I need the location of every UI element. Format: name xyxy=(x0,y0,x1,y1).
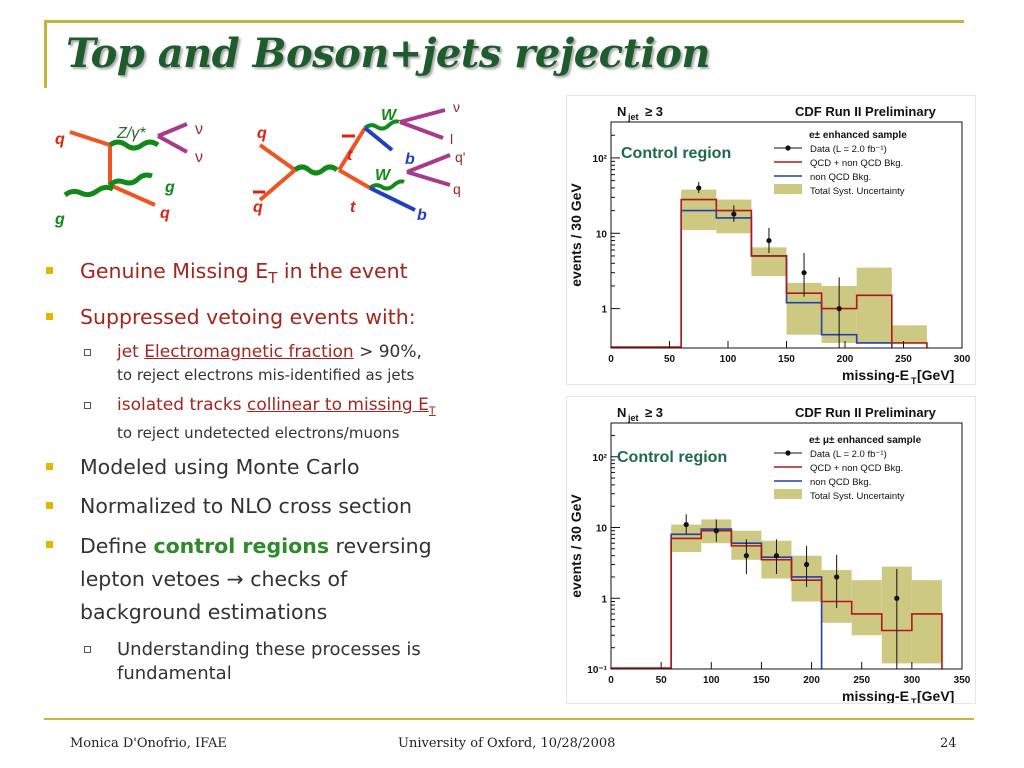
data-point xyxy=(731,211,736,216)
page-number: 24 xyxy=(940,736,957,751)
bullet-text: reversing xyxy=(329,534,432,559)
bullet-missing-et xyxy=(40,256,560,293)
bullet-marker xyxy=(46,541,53,548)
sub-bullet-marker xyxy=(84,402,91,409)
label-g1: g xyxy=(165,179,175,196)
feynman-diagram-top xyxy=(245,100,485,225)
control-region-label: Control region xyxy=(617,449,728,466)
data-point xyxy=(766,238,771,243)
x-axis-label-sub: T xyxy=(911,697,917,703)
data-point xyxy=(774,553,779,558)
label-b2: b xyxy=(417,207,427,224)
bullet-marker xyxy=(46,502,53,509)
label-qprime: q' xyxy=(455,149,466,165)
label-t: t xyxy=(350,199,356,216)
x-tick-label: 250 xyxy=(895,354,912,365)
legend-entry: Total Syst. Uncertainty xyxy=(810,186,905,197)
footer-divider xyxy=(44,718,974,720)
control-regions-text: control regions xyxy=(153,534,330,559)
x-tick-label: 0 xyxy=(608,675,614,686)
plot-svg xyxy=(567,397,975,703)
em-fraction-link[interactable]: Electromagnetic fraction xyxy=(144,342,354,363)
legend-data-point xyxy=(785,450,790,455)
x-axis-label-sub: T xyxy=(911,376,917,384)
x-tick-label: 300 xyxy=(953,354,971,365)
legend-title: e± μ± enhanced sample xyxy=(809,435,922,446)
bullet-text: Define xyxy=(80,534,154,559)
et-link[interactable]: E xyxy=(412,395,429,416)
bullet-marker xyxy=(46,267,53,274)
label-nu1: ν xyxy=(195,121,203,138)
plot-header-sub: jet xyxy=(628,413,639,423)
sub-bullet-text: to reject electrons mis-identified as jets xyxy=(117,366,415,385)
label-boson: Z/γ* xyxy=(117,125,146,142)
plot-header-sub: jet xyxy=(628,112,639,122)
data-point xyxy=(744,553,749,558)
label-nu2: ν xyxy=(195,149,203,166)
x-axis-label: missing-E xyxy=(842,688,909,703)
plot-electron-sample xyxy=(566,95,976,385)
bullet-text: Modeled using Monte Carlo xyxy=(80,455,360,480)
sub-bullet-isolated-tracks xyxy=(40,394,560,445)
legend-band-swatch xyxy=(774,489,802,499)
plot-title: CDF Run II Preliminary xyxy=(795,104,936,119)
legend-band-swatch xyxy=(774,184,802,194)
data-point xyxy=(804,562,809,567)
bullet-text: Genuine Missing E xyxy=(80,259,269,283)
legend-entry: non QCD Bkg. xyxy=(810,477,872,488)
x-axis-label: missing-E xyxy=(842,367,909,383)
y-tick-label: 10 xyxy=(595,523,607,535)
bullet-text: Suppressed vetoing events with: xyxy=(80,305,416,330)
y-axis-label: events / 30 GeV xyxy=(568,183,584,287)
subscript: T xyxy=(428,404,436,418)
x-tick-label: 300 xyxy=(903,675,921,686)
bullet-list xyxy=(40,256,560,693)
data-point xyxy=(696,185,701,190)
x-tick-label: 150 xyxy=(778,354,795,365)
plot-header-njet: ≥ 3 xyxy=(645,104,663,119)
label-qbar: q xyxy=(253,199,263,216)
subscript: T xyxy=(268,269,278,288)
legend-entry: Total Syst. Uncertainty xyxy=(810,491,905,502)
bullet-text: in the event xyxy=(277,259,408,283)
legend-entry: Data (L = 2.0 fb⁻¹) xyxy=(810,144,887,155)
sub-bullet-text: Understanding these processes is xyxy=(117,639,421,661)
data-point xyxy=(834,574,839,579)
bullet-control-regions xyxy=(40,530,560,629)
sub-bullet-marker xyxy=(84,646,91,653)
y-tick-label: 1 xyxy=(601,594,607,606)
sub-bullet-text: to reject undetected electrons/muons xyxy=(117,424,400,443)
plot-header-njet: ≥ 3 xyxy=(645,405,663,420)
legend-data-point xyxy=(785,145,790,150)
x-tick-label: 250 xyxy=(853,675,871,686)
bullet-suppressed xyxy=(40,302,560,332)
syst-band xyxy=(857,268,892,343)
plot-title: CDF Run II Preliminary xyxy=(795,405,936,420)
y-tick-label: 10² xyxy=(592,452,607,464)
sub-bullet-marker xyxy=(84,349,91,356)
collinear-link[interactable]: collinear to xyxy=(246,395,348,416)
x-axis-label-unit: [GeV] xyxy=(917,688,955,703)
footer-venue: University of Oxford, 10/28/2008 xyxy=(398,736,616,751)
x-tick-label: 100 xyxy=(702,675,720,686)
plot-header-n: N xyxy=(617,405,627,420)
syst-band xyxy=(852,580,882,635)
x-tick-label: 150 xyxy=(753,675,770,686)
x-tick-label: 200 xyxy=(803,675,820,686)
sub-bullet-text: jet xyxy=(117,342,145,363)
syst-band xyxy=(892,325,927,343)
bullet-marker xyxy=(46,313,53,320)
data-point xyxy=(684,522,689,527)
bullet-nlo xyxy=(40,491,560,521)
top-border xyxy=(44,20,964,23)
label-w1: W xyxy=(381,107,397,124)
x-axis-label-unit: [GeV] xyxy=(917,367,955,383)
bullet-marker xyxy=(46,463,53,470)
missing-link[interactable]: missing xyxy=(347,395,413,416)
syst-band xyxy=(912,580,942,663)
data-point xyxy=(714,528,719,533)
data-point xyxy=(894,596,899,601)
y-tick-label: 10⁻¹ xyxy=(587,665,607,676)
x-tick-label: 100 xyxy=(719,354,737,365)
legend-entry: QCD + non QCD Bkg. xyxy=(810,463,904,474)
y-tick-label: 10² xyxy=(592,153,607,165)
label-q2: q xyxy=(160,205,170,222)
sub-bullet-em-fraction xyxy=(40,341,560,387)
plot-svg xyxy=(567,96,975,384)
label-nu: ν xyxy=(453,100,460,115)
data-point xyxy=(801,270,806,275)
label-l: l xyxy=(450,131,454,147)
sub-bullet-text: isolated tracks xyxy=(117,395,247,416)
x-tick-label: 350 xyxy=(953,675,971,686)
sub-bullet-text: > 90%, xyxy=(353,342,422,363)
label-q3: q xyxy=(453,181,461,197)
sub-bullet-understanding xyxy=(40,638,560,686)
plot-header-n: N xyxy=(617,104,627,119)
slide-title: Top and Boson+jets rejection xyxy=(66,30,711,77)
y-tick-label: 1 xyxy=(601,304,607,316)
bullet-monte-carlo xyxy=(40,452,560,482)
sub-bullet-text: fundamental xyxy=(117,663,232,685)
label-g2: g xyxy=(55,211,65,228)
left-border xyxy=(44,20,47,88)
legend-entry: QCD + non QCD Bkg. xyxy=(810,158,904,169)
label-b1: b xyxy=(405,151,415,168)
y-axis-label: events / 30 GeV xyxy=(568,494,584,598)
plot-electron-muon-sample xyxy=(566,396,976,704)
legend-entry: Data (L = 2.0 fb⁻¹) xyxy=(810,449,887,460)
legend-title: e± enhanced sample xyxy=(809,130,907,141)
label-q-top: q xyxy=(257,125,267,142)
bullet-text: lepton vetoes → checks of xyxy=(80,567,348,592)
bullet-text: Normalized to NLO cross section xyxy=(80,494,413,519)
x-tick-label: 50 xyxy=(655,675,667,686)
label-tbar: t xyxy=(347,147,353,164)
feynman-diagram-boson xyxy=(45,110,225,230)
control-region-label: Control region xyxy=(621,145,732,162)
x-tick-label: 200 xyxy=(836,354,854,365)
legend-entry: non QCD Bkg. xyxy=(810,172,872,183)
footer-author: Monica D'Onofrio, IFAE xyxy=(70,736,227,751)
bullet-text: background estimations xyxy=(80,600,328,625)
x-tick-label: 0 xyxy=(608,354,614,365)
label-q: q xyxy=(55,131,65,148)
data-point xyxy=(837,306,842,311)
x-tick-label: 50 xyxy=(663,354,676,365)
label-w2: W xyxy=(375,167,391,184)
y-tick-label: 10 xyxy=(595,229,607,241)
